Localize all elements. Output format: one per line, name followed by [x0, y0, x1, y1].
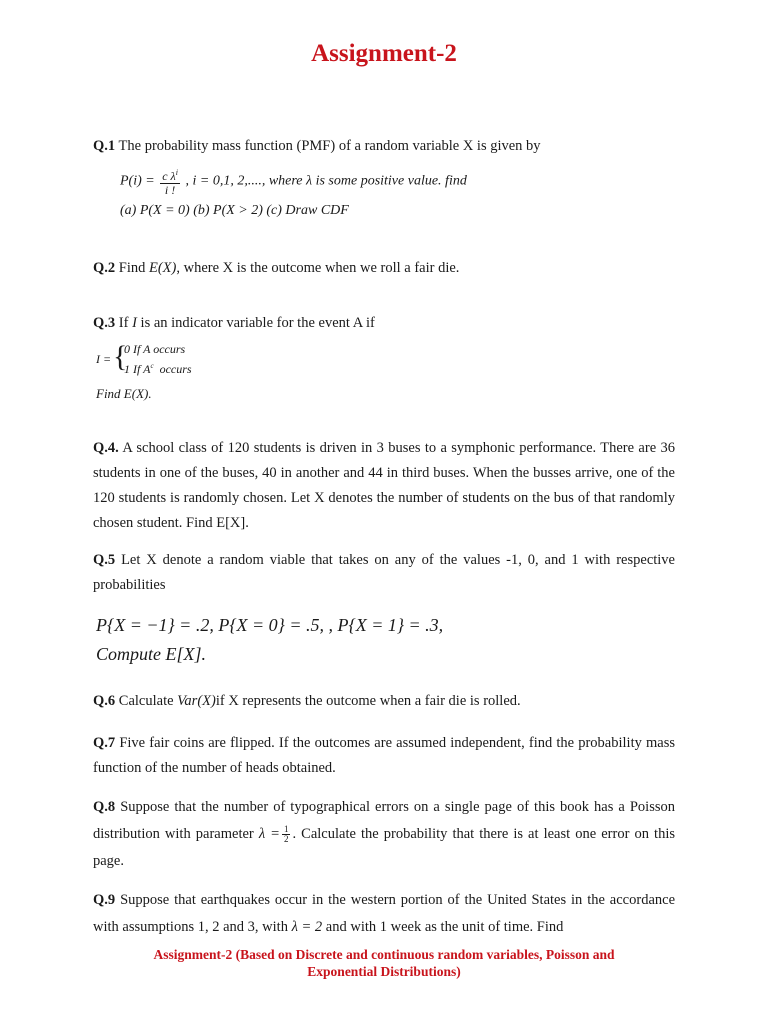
question-1	[93, 134, 675, 159]
case-2-sup: c	[150, 362, 154, 370]
question-text: Suppose that earthquakes occur in the western portion of the United States in the accordance with assumptions 1, 2 and 3, with	[93, 892, 675, 935]
case-2-text: 1 If A	[124, 362, 151, 376]
question-number: Q.5	[93, 552, 116, 568]
question-text: A school class of 120 students is driven in 3 buses to a symphonic performance. There are 36 students in one of the buses, 40 in another and 44 in third buses. When the busses arrive, one of the 120 students is randomly chosen. Let X denotes the number of students on the bus of that randomly chosen student. Find E[X].	[93, 440, 675, 531]
case-2-tail: occurs	[159, 362, 192, 376]
footer-line-2: Exponential Distributions)	[307, 964, 461, 979]
q3-find: Find E(X).	[96, 386, 152, 401]
lambda-symbol: λ = 2	[291, 919, 323, 935]
question-4	[93, 436, 675, 536]
pmf-rhs: , i = 0,1, 2,...., where λ is some positive value. find	[185, 173, 467, 189]
question-text: if X represents the outcome when a fair die is rolled.	[215, 693, 521, 709]
q5-probabilities: P{X = −1} = .2, P{X = 0} = .5, , P{X = 1} = .3,	[96, 615, 444, 635]
page-title: Assignment-2	[311, 40, 457, 67]
case-2	[124, 362, 192, 377]
fraction-denominator: 2	[283, 834, 289, 845]
question-3	[93, 311, 675, 336]
question-number: Q.7	[93, 735, 116, 751]
question-number: Q.2	[93, 260, 116, 276]
question-number: Q.3	[93, 315, 116, 331]
pmf-denominator: i !	[164, 183, 176, 197]
question-text: Calculate	[118, 693, 174, 709]
lambda-symbol: λ =	[258, 826, 280, 842]
pmf-exponent: i	[175, 168, 178, 177]
pmf-numerator: c λ	[162, 169, 176, 183]
q5-compute: Compute E[X].	[96, 644, 206, 664]
indicator-lhs: I =	[96, 352, 112, 366]
question-number: Q.6	[93, 693, 116, 709]
question-2	[93, 256, 675, 281]
question-text: , where X is the outcome when we roll a fair die.	[176, 260, 460, 276]
question-text: . Calculate the probability that there is at least one error on this page.	[93, 826, 675, 869]
brace-icon: {	[113, 340, 128, 373]
question-number: Q.9	[93, 892, 116, 908]
case-1: 0 If A occurs	[124, 342, 186, 356]
question-text: Five fair coins are flipped. If the outcomes are assumed independent, find the probability mass function of the number of heads obtained.	[93, 735, 675, 776]
question-text: Find	[118, 260, 146, 276]
question-9	[93, 887, 675, 941]
q1-parts: (a) P(X = 0) (b) P(X > 2) (c) Draw CDF	[120, 203, 349, 218]
footer-line-1: Assignment-2 (Based on Discrete and continuous random variables, Poisson and	[153, 947, 615, 962]
pmf-lhs: P(i) =	[120, 173, 155, 189]
question-number: Q.4.	[93, 440, 119, 456]
question-5	[93, 548, 675, 598]
question-number: Q.8	[93, 799, 116, 815]
page-footer	[0, 946, 768, 980]
question-8	[93, 794, 675, 875]
question-7	[93, 731, 675, 781]
fraction-numerator: 1	[283, 824, 289, 835]
question-text: is an indicator variable for the event A if	[140, 315, 375, 331]
question-text: Let X denote a random viable that takes on any of the values -1, 0, and 1 with respective probabilities	[93, 552, 675, 593]
question-text: If	[118, 315, 129, 331]
math-expr: Var(X)	[177, 693, 216, 709]
question-text: and with 1 week as the unit of time. Find	[325, 919, 564, 935]
lambda-fraction	[282, 825, 291, 844]
math-expr: E(X)	[149, 260, 177, 276]
pmf-formula	[120, 166, 467, 197]
question-text: Suppose that the number of typographical errors on a single page of this book has a Poisson distribution with parameter	[93, 799, 676, 842]
question-number: Q.1	[93, 138, 116, 154]
question-6	[93, 689, 675, 714]
pmf-fraction	[160, 166, 180, 197]
question-text: The probability mass function (PMF) of a random variable X is given by	[118, 138, 541, 154]
math-var: I	[132, 315, 137, 331]
